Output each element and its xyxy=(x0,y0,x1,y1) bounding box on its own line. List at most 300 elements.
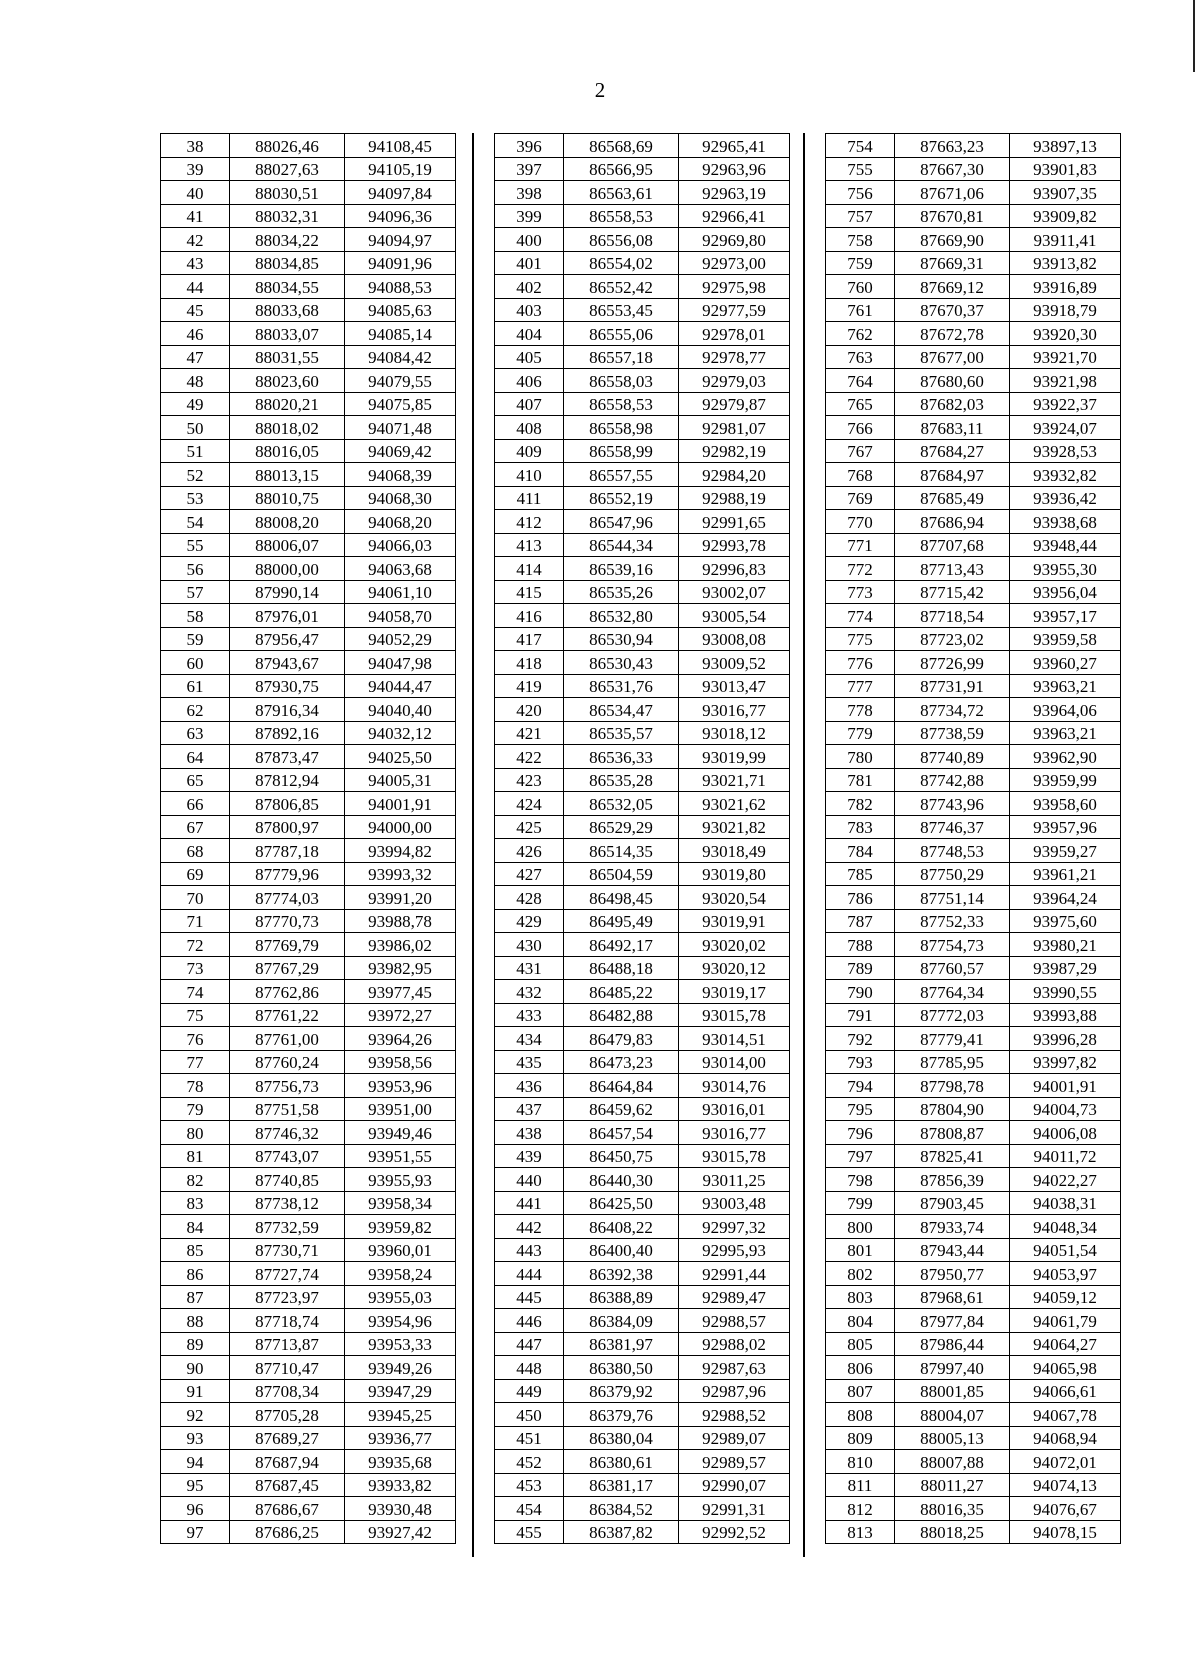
x-coordinate: 87997,40 xyxy=(895,1356,1010,1380)
y-coordinate: 92988,02 xyxy=(679,1332,790,1356)
table-row xyxy=(495,792,790,816)
table-row xyxy=(161,604,456,628)
table-row xyxy=(161,439,456,463)
table-row xyxy=(495,1403,790,1427)
table-row xyxy=(495,1473,790,1497)
y-coordinate: 93993,88 xyxy=(1010,1003,1121,1027)
x-coordinate: 88033,07 xyxy=(230,322,345,346)
y-coordinate: 94001,91 xyxy=(345,792,456,816)
y-coordinate: 94040,40 xyxy=(345,698,456,722)
y-coordinate: 94065,98 xyxy=(1010,1356,1121,1380)
x-coordinate: 87787,18 xyxy=(230,839,345,863)
y-coordinate: 93982,95 xyxy=(345,956,456,980)
table-row xyxy=(161,886,456,910)
x-coordinate: 87751,14 xyxy=(895,886,1010,910)
table-row xyxy=(826,1121,1121,1145)
y-coordinate: 93953,96 xyxy=(345,1074,456,1098)
point-number: 804 xyxy=(826,1309,895,1333)
point-number: 58 xyxy=(161,604,230,628)
point-number: 95 xyxy=(161,1473,230,1497)
x-coordinate: 87770,73 xyxy=(230,909,345,933)
x-coordinate: 88011,27 xyxy=(895,1473,1010,1497)
y-coordinate: 93960,27 xyxy=(1010,651,1121,675)
x-coordinate: 87892,16 xyxy=(230,721,345,745)
point-number: 782 xyxy=(826,792,895,816)
x-coordinate: 88032,31 xyxy=(230,204,345,228)
x-coordinate: 87707,68 xyxy=(895,533,1010,557)
x-coordinate: 88031,55 xyxy=(230,345,345,369)
y-coordinate: 94067,78 xyxy=(1010,1403,1121,1427)
y-coordinate: 94064,27 xyxy=(1010,1332,1121,1356)
table-row xyxy=(495,721,790,745)
y-coordinate: 93964,06 xyxy=(1010,698,1121,722)
x-coordinate: 86485,22 xyxy=(564,980,679,1004)
point-number: 758 xyxy=(826,228,895,252)
x-coordinate: 87669,90 xyxy=(895,228,1010,252)
point-number: 797 xyxy=(826,1144,895,1168)
x-coordinate: 86558,53 xyxy=(564,392,679,416)
y-coordinate: 93021,82 xyxy=(679,815,790,839)
x-coordinate: 86535,57 xyxy=(564,721,679,745)
table-row xyxy=(495,345,790,369)
table-row xyxy=(161,1168,456,1192)
table-row xyxy=(495,322,790,346)
y-coordinate: 93932,82 xyxy=(1010,463,1121,487)
table-row xyxy=(495,604,790,628)
point-number: 779 xyxy=(826,721,895,745)
point-number: 754 xyxy=(826,134,895,158)
x-coordinate: 87684,97 xyxy=(895,463,1010,487)
point-number: 446 xyxy=(495,1309,564,1333)
table-row xyxy=(161,1379,456,1403)
x-coordinate: 87746,32 xyxy=(230,1121,345,1145)
x-coordinate: 87760,24 xyxy=(230,1050,345,1074)
x-coordinate: 87986,44 xyxy=(895,1332,1010,1356)
table-row xyxy=(826,1027,1121,1051)
y-coordinate: 93921,70 xyxy=(1010,345,1121,369)
point-number: 90 xyxy=(161,1356,230,1380)
y-coordinate: 93988,78 xyxy=(345,909,456,933)
y-coordinate: 94105,19 xyxy=(345,157,456,181)
point-number: 51 xyxy=(161,439,230,463)
y-coordinate: 93993,32 xyxy=(345,862,456,886)
x-coordinate: 87684,27 xyxy=(895,439,1010,463)
y-coordinate: 94006,08 xyxy=(1010,1121,1121,1145)
point-number: 443 xyxy=(495,1238,564,1262)
point-number: 412 xyxy=(495,510,564,534)
y-coordinate: 94022,27 xyxy=(1010,1168,1121,1192)
y-coordinate: 94068,30 xyxy=(345,486,456,510)
point-number: 765 xyxy=(826,392,895,416)
table-row xyxy=(826,322,1121,346)
y-coordinate: 92988,52 xyxy=(679,1403,790,1427)
y-coordinate: 93021,62 xyxy=(679,792,790,816)
table-row xyxy=(826,1168,1121,1192)
table-row xyxy=(495,1309,790,1333)
point-number: 787 xyxy=(826,909,895,933)
point-number: 416 xyxy=(495,604,564,628)
y-coordinate: 93977,45 xyxy=(345,980,456,1004)
x-coordinate: 88007,88 xyxy=(895,1450,1010,1474)
table-row xyxy=(161,345,456,369)
y-coordinate: 94004,73 xyxy=(1010,1097,1121,1121)
y-coordinate: 94001,91 xyxy=(1010,1074,1121,1098)
x-coordinate: 86457,54 xyxy=(564,1121,679,1145)
y-coordinate: 93020,12 xyxy=(679,956,790,980)
table-row xyxy=(161,1144,456,1168)
point-number: 756 xyxy=(826,181,895,205)
table-row xyxy=(161,416,456,440)
table-row xyxy=(826,1050,1121,1074)
y-coordinate: 93918,79 xyxy=(1010,298,1121,322)
table-row xyxy=(161,956,456,980)
x-coordinate: 88008,20 xyxy=(230,510,345,534)
point-number: 88 xyxy=(161,1309,230,1333)
y-coordinate: 94038,31 xyxy=(1010,1191,1121,1215)
point-number: 70 xyxy=(161,886,230,910)
y-coordinate: 94063,68 xyxy=(345,557,456,581)
x-coordinate: 87723,02 xyxy=(895,627,1010,651)
y-coordinate: 94084,42 xyxy=(345,345,456,369)
x-coordinate: 87713,43 xyxy=(895,557,1010,581)
table-row xyxy=(826,627,1121,651)
x-coordinate: 86464,84 xyxy=(564,1074,679,1098)
point-number: 403 xyxy=(495,298,564,322)
y-coordinate: 93019,99 xyxy=(679,745,790,769)
x-coordinate: 86400,40 xyxy=(564,1238,679,1262)
point-number: 41 xyxy=(161,204,230,228)
table-row xyxy=(161,533,456,557)
x-coordinate: 88016,35 xyxy=(895,1497,1010,1521)
table-row xyxy=(495,181,790,205)
y-coordinate: 94076,67 xyxy=(1010,1497,1121,1521)
point-number: 62 xyxy=(161,698,230,722)
y-coordinate: 93019,17 xyxy=(679,980,790,1004)
x-coordinate: 87873,47 xyxy=(230,745,345,769)
x-coordinate: 87686,67 xyxy=(230,1497,345,1521)
x-coordinate: 88006,07 xyxy=(230,533,345,557)
y-coordinate: 93911,41 xyxy=(1010,228,1121,252)
x-coordinate: 86384,52 xyxy=(564,1497,679,1521)
x-coordinate: 86425,50 xyxy=(564,1191,679,1215)
point-number: 69 xyxy=(161,862,230,886)
table-row xyxy=(161,1332,456,1356)
table-row xyxy=(826,275,1121,299)
table-row xyxy=(826,486,1121,510)
y-coordinate: 94069,42 xyxy=(345,439,456,463)
y-coordinate: 93933,82 xyxy=(345,1473,456,1497)
point-number: 399 xyxy=(495,204,564,228)
x-coordinate: 87798,78 xyxy=(895,1074,1010,1098)
point-number: 434 xyxy=(495,1027,564,1051)
point-number: 46 xyxy=(161,322,230,346)
y-coordinate: 92989,57 xyxy=(679,1450,790,1474)
point-number: 61 xyxy=(161,674,230,698)
point-number: 447 xyxy=(495,1332,564,1356)
table-row xyxy=(826,1356,1121,1380)
table-row xyxy=(161,322,456,346)
y-coordinate: 94074,13 xyxy=(1010,1473,1121,1497)
y-coordinate: 93930,48 xyxy=(345,1497,456,1521)
x-coordinate: 87730,71 xyxy=(230,1238,345,1262)
table-row xyxy=(826,181,1121,205)
y-coordinate: 93936,42 xyxy=(1010,486,1121,510)
x-coordinate: 86379,92 xyxy=(564,1379,679,1403)
y-coordinate: 92963,96 xyxy=(679,157,790,181)
y-coordinate: 93913,82 xyxy=(1010,251,1121,275)
x-coordinate: 87682,03 xyxy=(895,392,1010,416)
table-row xyxy=(826,745,1121,769)
table-row xyxy=(161,157,456,181)
point-number: 400 xyxy=(495,228,564,252)
x-coordinate: 87950,77 xyxy=(895,1262,1010,1286)
x-coordinate: 86557,18 xyxy=(564,345,679,369)
x-coordinate: 87812,94 xyxy=(230,768,345,792)
table-row xyxy=(495,392,790,416)
y-coordinate: 92989,47 xyxy=(679,1285,790,1309)
y-coordinate: 93016,77 xyxy=(679,698,790,722)
point-number: 810 xyxy=(826,1450,895,1474)
point-number: 444 xyxy=(495,1262,564,1286)
y-coordinate: 93958,24 xyxy=(345,1262,456,1286)
point-number: 766 xyxy=(826,416,895,440)
point-number: 52 xyxy=(161,463,230,487)
table-row xyxy=(161,933,456,957)
x-coordinate: 86381,17 xyxy=(564,1473,679,1497)
point-number: 802 xyxy=(826,1262,895,1286)
table-row xyxy=(826,557,1121,581)
table-row xyxy=(495,557,790,581)
table-row xyxy=(161,1121,456,1145)
y-coordinate: 94025,50 xyxy=(345,745,456,769)
point-number: 396 xyxy=(495,134,564,158)
table-row xyxy=(495,768,790,792)
y-coordinate: 93959,27 xyxy=(1010,839,1121,863)
y-coordinate: 92987,63 xyxy=(679,1356,790,1380)
point-number: 451 xyxy=(495,1426,564,1450)
point-number: 455 xyxy=(495,1520,564,1544)
table-row xyxy=(495,416,790,440)
y-coordinate: 93997,82 xyxy=(1010,1050,1121,1074)
table-row xyxy=(495,510,790,534)
point-number: 808 xyxy=(826,1403,895,1427)
y-coordinate: 93959,82 xyxy=(345,1215,456,1239)
point-number: 422 xyxy=(495,745,564,769)
table-row xyxy=(161,1191,456,1215)
y-coordinate: 93994,82 xyxy=(345,839,456,863)
x-coordinate: 88018,25 xyxy=(895,1520,1010,1544)
point-number: 414 xyxy=(495,557,564,581)
x-coordinate: 87748,53 xyxy=(895,839,1010,863)
x-coordinate: 88023,60 xyxy=(230,369,345,393)
x-coordinate: 87687,45 xyxy=(230,1473,345,1497)
y-coordinate: 92988,19 xyxy=(679,486,790,510)
point-number: 770 xyxy=(826,510,895,534)
table-row xyxy=(161,1450,456,1474)
x-coordinate: 87677,00 xyxy=(895,345,1010,369)
y-coordinate: 94068,39 xyxy=(345,463,456,487)
x-coordinate: 86479,83 xyxy=(564,1027,679,1051)
point-number: 405 xyxy=(495,345,564,369)
table-row xyxy=(161,651,456,675)
x-coordinate: 87930,75 xyxy=(230,674,345,698)
table-row xyxy=(495,698,790,722)
y-coordinate: 92989,07 xyxy=(679,1426,790,1450)
x-coordinate: 87743,96 xyxy=(895,792,1010,816)
table-row xyxy=(826,651,1121,675)
x-coordinate: 86380,50 xyxy=(564,1356,679,1380)
y-coordinate: 93959,99 xyxy=(1010,768,1121,792)
table-row xyxy=(826,228,1121,252)
y-coordinate: 93018,12 xyxy=(679,721,790,745)
y-coordinate: 94108,45 xyxy=(345,134,456,158)
x-coordinate: 87800,97 xyxy=(230,815,345,839)
x-coordinate: 86532,05 xyxy=(564,792,679,816)
x-coordinate: 87767,29 xyxy=(230,956,345,980)
y-coordinate: 94058,70 xyxy=(345,604,456,628)
point-number: 449 xyxy=(495,1379,564,1403)
y-coordinate: 93986,02 xyxy=(345,933,456,957)
y-coordinate: 93980,21 xyxy=(1010,933,1121,957)
x-coordinate: 87825,41 xyxy=(895,1144,1010,1168)
point-number: 82 xyxy=(161,1168,230,1192)
y-coordinate: 93975,60 xyxy=(1010,909,1121,933)
y-coordinate: 93938,68 xyxy=(1010,510,1121,534)
table-row xyxy=(826,1238,1121,1262)
point-number: 450 xyxy=(495,1403,564,1427)
table-row xyxy=(495,1003,790,1027)
y-coordinate: 93922,37 xyxy=(1010,392,1121,416)
x-coordinate: 86530,94 xyxy=(564,627,679,651)
y-coordinate: 93015,78 xyxy=(679,1003,790,1027)
point-number: 774 xyxy=(826,604,895,628)
table-row xyxy=(495,1215,790,1239)
point-number: 769 xyxy=(826,486,895,510)
table-row xyxy=(495,580,790,604)
point-number: 437 xyxy=(495,1097,564,1121)
point-number: 798 xyxy=(826,1168,895,1192)
table-row xyxy=(826,1003,1121,1027)
y-coordinate: 92987,96 xyxy=(679,1379,790,1403)
y-coordinate: 92984,20 xyxy=(679,463,790,487)
table-row xyxy=(161,580,456,604)
point-number: 410 xyxy=(495,463,564,487)
table-row xyxy=(161,1426,456,1450)
coordinates-table-3 xyxy=(825,133,1121,1544)
x-coordinate: 87669,31 xyxy=(895,251,1010,275)
table-row xyxy=(826,1332,1121,1356)
table-row xyxy=(161,862,456,886)
x-coordinate: 87804,90 xyxy=(895,1097,1010,1121)
table-row xyxy=(161,251,456,275)
y-coordinate: 93957,96 xyxy=(1010,815,1121,839)
x-coordinate: 87740,85 xyxy=(230,1168,345,1192)
y-coordinate: 93955,30 xyxy=(1010,557,1121,581)
y-coordinate: 92969,80 xyxy=(679,228,790,252)
table-row xyxy=(826,251,1121,275)
x-coordinate: 87687,94 xyxy=(230,1450,345,1474)
point-number: 767 xyxy=(826,439,895,463)
table-row xyxy=(826,980,1121,1004)
x-coordinate: 87718,54 xyxy=(895,604,1010,628)
y-coordinate: 93958,60 xyxy=(1010,792,1121,816)
x-coordinate: 87734,72 xyxy=(895,698,1010,722)
table-row xyxy=(826,463,1121,487)
x-coordinate: 87710,47 xyxy=(230,1356,345,1380)
x-coordinate: 86380,04 xyxy=(564,1426,679,1450)
table-row xyxy=(161,298,456,322)
y-coordinate: 93955,93 xyxy=(345,1168,456,1192)
x-coordinate: 87670,81 xyxy=(895,204,1010,228)
column-separator xyxy=(472,133,474,1557)
y-coordinate: 93961,21 xyxy=(1010,862,1121,886)
y-coordinate: 93949,46 xyxy=(345,1121,456,1145)
y-coordinate: 94094,97 xyxy=(345,228,456,252)
y-coordinate: 94078,15 xyxy=(1010,1520,1121,1544)
point-number: 442 xyxy=(495,1215,564,1239)
y-coordinate: 93958,56 xyxy=(345,1050,456,1074)
x-coordinate: 86555,06 xyxy=(564,322,679,346)
table-row xyxy=(161,463,456,487)
table-row xyxy=(826,956,1121,980)
point-number: 44 xyxy=(161,275,230,299)
x-coordinate: 87715,42 xyxy=(895,580,1010,604)
table-row xyxy=(495,298,790,322)
table-row xyxy=(161,839,456,863)
y-coordinate: 92991,44 xyxy=(679,1262,790,1286)
y-coordinate: 94079,55 xyxy=(345,369,456,393)
y-coordinate: 94068,20 xyxy=(345,510,456,534)
x-coordinate: 87727,74 xyxy=(230,1262,345,1286)
x-coordinate: 87977,84 xyxy=(895,1309,1010,1333)
x-coordinate: 87669,12 xyxy=(895,275,1010,299)
table-row xyxy=(161,1074,456,1098)
x-coordinate: 88005,13 xyxy=(895,1426,1010,1450)
page-edge-mark xyxy=(1193,0,1195,72)
point-number: 67 xyxy=(161,815,230,839)
point-number: 433 xyxy=(495,1003,564,1027)
x-coordinate: 87751,58 xyxy=(230,1097,345,1121)
x-coordinate: 87740,89 xyxy=(895,745,1010,769)
y-coordinate: 94068,94 xyxy=(1010,1426,1121,1450)
x-coordinate: 86536,33 xyxy=(564,745,679,769)
y-coordinate: 93003,48 xyxy=(679,1191,790,1215)
point-number: 96 xyxy=(161,1497,230,1521)
table-row xyxy=(826,1426,1121,1450)
y-coordinate: 93959,58 xyxy=(1010,627,1121,651)
table-row xyxy=(161,1215,456,1239)
x-coordinate: 87956,47 xyxy=(230,627,345,651)
x-coordinate: 87680,60 xyxy=(895,369,1010,393)
point-number: 799 xyxy=(826,1191,895,1215)
x-coordinate: 87856,39 xyxy=(895,1168,1010,1192)
y-coordinate: 93956,04 xyxy=(1010,580,1121,604)
point-number: 771 xyxy=(826,533,895,557)
table-row xyxy=(495,674,790,698)
table-row xyxy=(826,886,1121,910)
x-coordinate: 87785,95 xyxy=(895,1050,1010,1074)
table-row xyxy=(161,204,456,228)
point-number: 38 xyxy=(161,134,230,158)
table-row xyxy=(495,157,790,181)
x-coordinate: 86387,82 xyxy=(564,1520,679,1544)
x-coordinate: 87761,00 xyxy=(230,1027,345,1051)
x-coordinate: 86558,99 xyxy=(564,439,679,463)
point-number: 785 xyxy=(826,862,895,886)
x-coordinate: 87916,34 xyxy=(230,698,345,722)
table-row xyxy=(826,157,1121,181)
point-number: 438 xyxy=(495,1121,564,1145)
